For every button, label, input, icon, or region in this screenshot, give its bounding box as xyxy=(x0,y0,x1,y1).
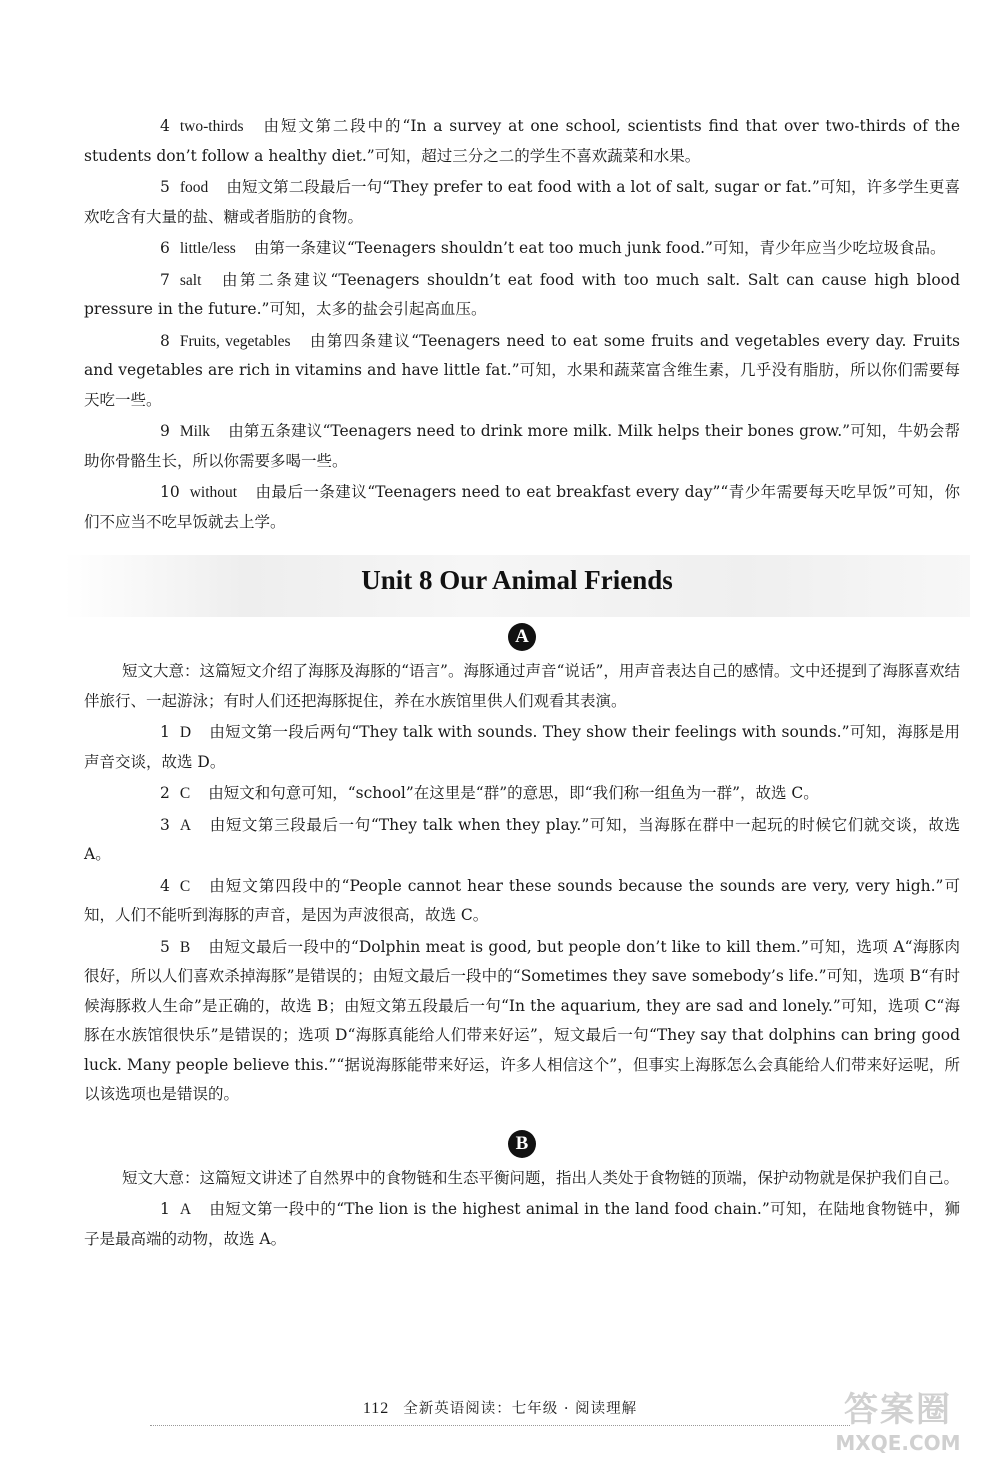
answer-item xyxy=(84,811,960,870)
answer-explanation: 由短文第一段中的“The lion is the highest animal in the land food chain.”可知，在陆地食物链中，狮子是最高端的动物，故选 A。 xyxy=(84,1200,960,1248)
answer-number: 5 xyxy=(160,937,170,956)
answer-item xyxy=(84,779,960,809)
answer-key: A xyxy=(179,1201,192,1218)
answer-number: 9 xyxy=(160,422,170,440)
answer-key: little/less xyxy=(179,240,236,257)
answer-key: C xyxy=(179,785,191,802)
answer-key: Milk xyxy=(179,423,211,440)
answer-number: 10 xyxy=(160,483,180,501)
answer-explanation: 由最后一条建议“Teenagers need to eat breakfast every day”“青少年需要每天吃早饭”可知，你们不应当不吃早饭就去上学。 xyxy=(84,483,960,531)
answer-key: food xyxy=(179,179,209,196)
page-number: 112 xyxy=(362,1400,390,1417)
answer-item xyxy=(84,112,960,171)
answer-item xyxy=(84,327,960,416)
book-title: 全新英语阅读：七年级 · 阅读理解 xyxy=(403,1401,638,1417)
answer-item xyxy=(84,1195,960,1254)
answer-key: two-thirds xyxy=(179,118,244,135)
watermark-logo xyxy=(818,1390,978,1462)
answer-explanation: 由第五条建议“Teenagers need to drink more milk. Milk helps their bones grow.”可知，牛奶会帮助你骨骼生长，所以你需要多喝一些。 xyxy=(84,422,960,470)
section-a-badge: A xyxy=(508,623,536,651)
page-content xyxy=(84,112,960,1256)
answer-explanation: 由短文第二段中的“In a survey at one school, scientists find that over two-thirds of the students don’t follow a healthy diet.”可知，超过三分之二的学生不喜欢蔬菜和水果。 xyxy=(84,117,960,165)
answer-key: salt xyxy=(179,271,202,289)
answer-key: without xyxy=(189,484,238,501)
answer-number: 1 xyxy=(160,1200,170,1218)
answer-number: 4 xyxy=(160,876,170,895)
answer-number: 3 xyxy=(160,815,170,834)
answer-explanation: 由第二条建议“Teenagers shouldn’t eat food with too much salt. Salt can cause high blood pressure in the future.”可知，太多的盐会引起高血压。 xyxy=(84,270,960,318)
answer-number: 4 xyxy=(160,117,170,135)
answer-number: 6 xyxy=(160,239,170,257)
unit-title: Unit 8 Our Animal Friends xyxy=(361,565,673,595)
watermark-text: 答案圈 xyxy=(844,1390,952,1430)
section-a-header xyxy=(84,623,960,651)
answer-item xyxy=(84,718,960,777)
answer-explanation: 由短文第一段后两句“They talk with sounds. They show their feelings with sounds.”可知，海豚是用声音交谈，故选 D。 xyxy=(84,723,960,771)
answer-item xyxy=(84,872,960,931)
section-b-badge: B xyxy=(508,1130,536,1158)
watermark-url: MXQE.COM xyxy=(835,1431,961,1455)
answer-item xyxy=(84,234,960,264)
answer-item xyxy=(84,417,960,476)
answer-number: 1 xyxy=(160,723,170,741)
answer-explanation: 由短文第二段最后一句“They prefer to eat food with a lot of salt, sugar or fat.”可知，许多学生更喜欢吃含有大量的盐、糖或者脂肪的食物。 xyxy=(84,178,960,226)
answer-number: 8 xyxy=(160,331,170,350)
answer-item xyxy=(84,173,960,232)
answer-key: D xyxy=(179,724,192,741)
answer-key: B xyxy=(179,938,191,956)
answer-item xyxy=(84,266,960,325)
answer-explanation: 由第一条建议“Teenagers shouldn’t eat too much junk food.”可知，青少年应当少吃垃圾食品。 xyxy=(253,239,946,257)
unit-banner xyxy=(64,555,970,617)
answer-number: 2 xyxy=(160,784,170,802)
section-a-summary: 短文大意：这篇短文介绍了海豚及海豚的“语言”。海豚通过声音“说话”，用声音表达自己的感情。文中还提到了海豚喜欢结伴旅行、一起游泳；有时人们还把海豚捉住，养在水族馆里供人们观看其表演。 xyxy=(84,662,960,710)
answer-key: A xyxy=(179,816,192,834)
answer-item xyxy=(84,933,960,1110)
answer-item xyxy=(84,478,960,537)
answer-key: Fruits, vegetables xyxy=(179,332,291,350)
answer-number: 7 xyxy=(160,270,170,289)
footer-divider xyxy=(150,1425,850,1426)
answer-explanation: 由短文最后一段中的“Dolphin meat is good, but people don’t like to kill them.”可知，选项 A“海豚肉很好，所以人们喜欢杀掉海豚”是错误的；由短文最后一段中的“Sometimes they save somebody’s life.”可知，选项 B“有时候海豚救人生命”是正确的，故选 B；由短文第五段最后一句“In the aquarium, they are sad and lonely.”可知，选项 C“海豚在水族馆很快乐”是错误的；选项 D“海豚真能给人们带来好运”，短文最后一句“They say that dolphins can bring good luck. Many people believe this.”“据说海豚能带来好运，许多人相信这个”，但事实上海豚怎么会真能给人们带来好运呢，所以该选项也是错误的。 xyxy=(84,937,960,1103)
section-b-summary: 短文大意：这篇短文讲述了自然界中的食物链和生态平衡问题，指出人类处于食物链的顶端，保护动物就是保护我们自己。 xyxy=(122,1168,960,1187)
answer-explanation: 由短文第三段最后一句“They talk when they play.”可知，当海豚在群中一起玩的时候它们就交谈，故选 A。 xyxy=(84,815,960,863)
answer-explanation: 由短文和句意可知，“school”在这里是“群”的意思，即“我们称一组鱼为一群”，故选 C。 xyxy=(208,784,819,802)
answer-key: C xyxy=(179,877,191,895)
answer-explanation: 由第四条建议“Teenagers need to eat some fruits and vegetables every day. Fruits and vegetables are rich in vitamins and have little fat.”可知，水果和蔬菜富含维生素，几乎没有脂肪，所以你们需要每天吃一些。 xyxy=(84,331,961,409)
section-b-header xyxy=(84,1130,960,1158)
answer-number: 5 xyxy=(160,178,170,196)
answer-explanation: 由短文第四段中的“People cannot hear these sounds because the sounds are very, very high.”可知，人们不能听到海豚的声音，是因为声波很高，故选 C。 xyxy=(84,876,960,924)
